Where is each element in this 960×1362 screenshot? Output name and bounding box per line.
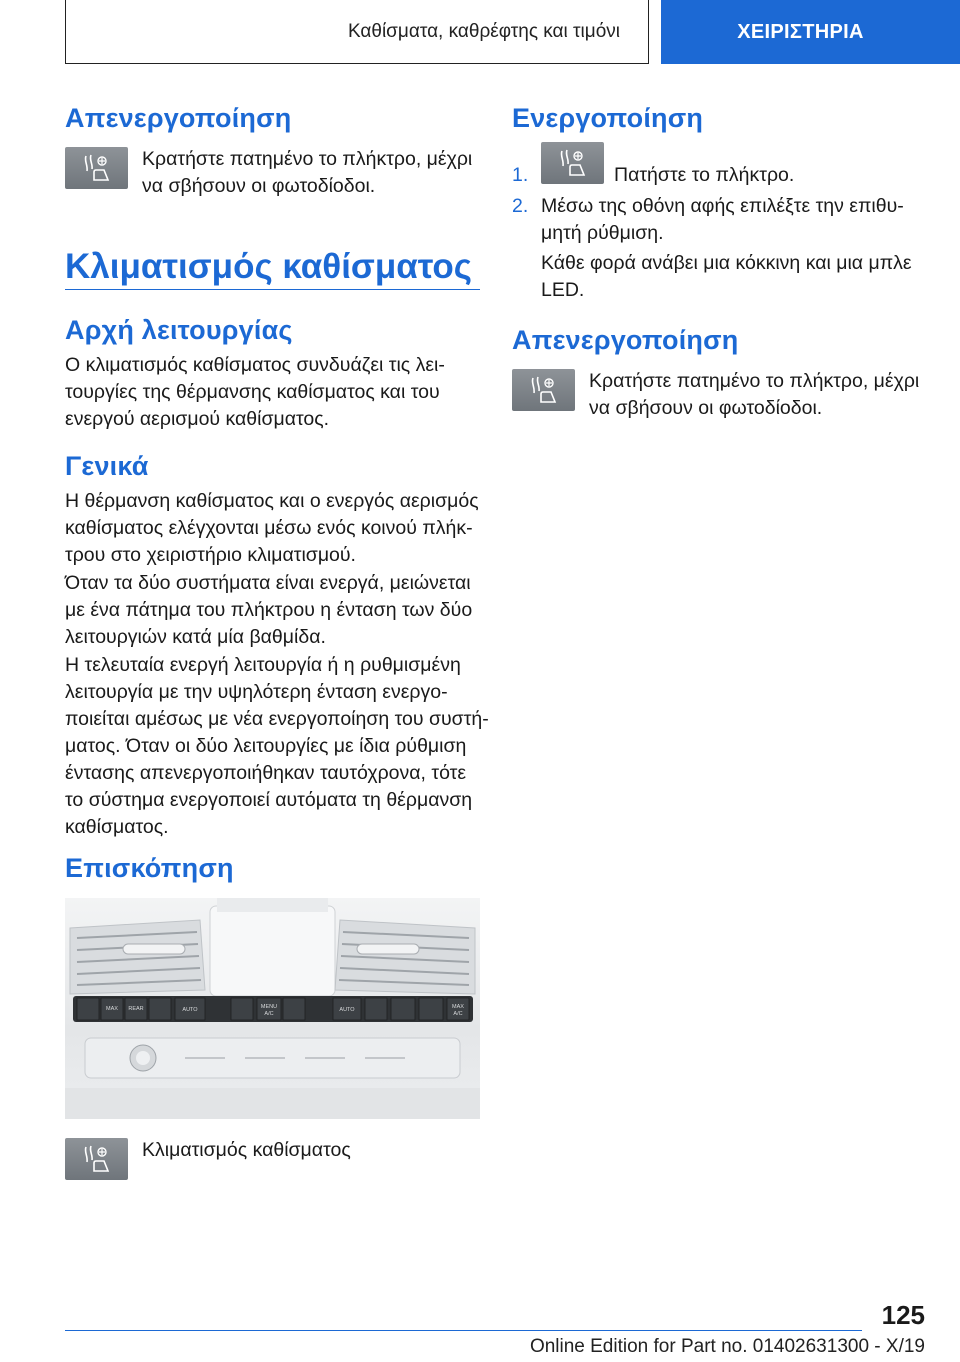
panel-label-ac-right: A/C — [453, 1011, 463, 1017]
step-2-note: Κάθε φορά ανάβει μια κόκκινη και μια μπλε LED. — [541, 252, 912, 301]
step-2-text: Μέσω της οθόνη αφής επιλέξτε την επιθυ- μητή ρύθμιση. — [541, 195, 904, 244]
panel-label-auto-left: AUTO — [182, 1007, 198, 1013]
seat-climate-icon — [65, 1138, 128, 1180]
heading-principle: Αρχή λειτουργίας — [65, 315, 293, 345]
main-title: Κλιματισμός καθίσματος — [65, 247, 473, 286]
panel-label-rear: REAR — [128, 1006, 144, 1012]
deactivate-top-text: Κρατήστε πατημένο το πλήκτρο, μέχρι να σβήσουν οι φωτοδίοδοι. — [142, 148, 473, 197]
heading-deactivate-top: Απενεργοποίηση — [65, 103, 292, 133]
seat-climate-icon — [541, 142, 604, 184]
step-1-number: 1. — [512, 164, 529, 186]
seat-climate-icon — [65, 147, 128, 189]
heading-activate: Ενεργοποίηση — [512, 103, 704, 133]
seat-climate-glyph — [80, 153, 114, 183]
heading-overview: Επισκόπηση — [65, 853, 234, 883]
general-paragraph-1: Η θέρμανση καθίσματος και ο ενεργός αερισμός καθίσματος ελέγχονται μέσω ενός κοινού πλήκ- τρου στο χειριστήριο κλιματισμού. — [65, 490, 479, 566]
seat-climate-glyph — [80, 1144, 114, 1174]
control-panel-photo — [65, 898, 480, 1119]
page-number: 125 — [881, 1300, 925, 1330]
deactivate-text: Κρατήστε πατημένο το πλήκτρο, μέχρι να σβήσουν οι φωτοδίοδοι. — [589, 370, 920, 419]
panel-label-ac-left: A/C — [264, 1011, 274, 1017]
step-2-number: 2. — [512, 195, 529, 217]
seat-climate-icon — [512, 369, 575, 411]
title-underline — [65, 289, 480, 290]
heading-deactivate: Απενεργοποίηση — [512, 325, 739, 355]
section-tab — [661, 0, 960, 64]
heading-general: Γενικά — [65, 451, 149, 481]
footer-rule — [65, 1330, 862, 1331]
chapter-header — [65, 0, 649, 64]
seat-climate-glyph — [527, 375, 561, 405]
panel-label-menu: MENU — [260, 1004, 278, 1010]
principle-text: Ο κλιματισμός καθίσματος συνδυάζει τις λει- τουργίες της θέρμανσης καθίσματος και του ενεργού αερισμού καθίσματος. — [65, 354, 445, 430]
section-title: ΧΕΙΡΙΣΤΗΡΙΑ — [737, 20, 864, 43]
general-paragraph-2: Όταν τα δύο συστήματα είναι ενεργά, μειώνεται με ένα πάτημα του πλήκτρου η ένταση των δύο λειτουργιών κατά μία βαθμίδα. — [65, 572, 473, 648]
panel-label-max-right: MAX — [452, 1004, 464, 1010]
panel-label-max-left: MAX — [106, 1006, 118, 1012]
seat-climate-glyph — [556, 148, 590, 178]
general-paragraph-3: Η τελευταία ενεργή λειτουργία ή η ρυθμισμένη λειτουργία με την υψηλότερη ένταση ενεργο- ποιείται αμέσως με νέα ενεργοποίηση του συστή- ματος. Όταν οι δύο λειτουργίες με ίδια ρύθμιση έντασης απενεργοποιήθηκαν ταυτόχρονα, τότε το σύστημα ενεργοποιεί αυτόματα τη θέρμανση καθίσματος. — [65, 654, 489, 838]
chapter-title: Καθίσματα, καθρέφτης και τιμόνι — [347, 20, 620, 42]
step-1-text: Πατήστε το πλήκτρο. — [614, 164, 795, 186]
panel-label-auto-right: AUTO — [339, 1007, 355, 1013]
overview-caption: Κλιματισμός καθίσματος — [142, 1139, 351, 1161]
control-panel-illustration — [65, 898, 480, 1119]
footer-edition: Online Edition for Part no. 01402631300 - X/19 — [529, 1336, 925, 1357]
